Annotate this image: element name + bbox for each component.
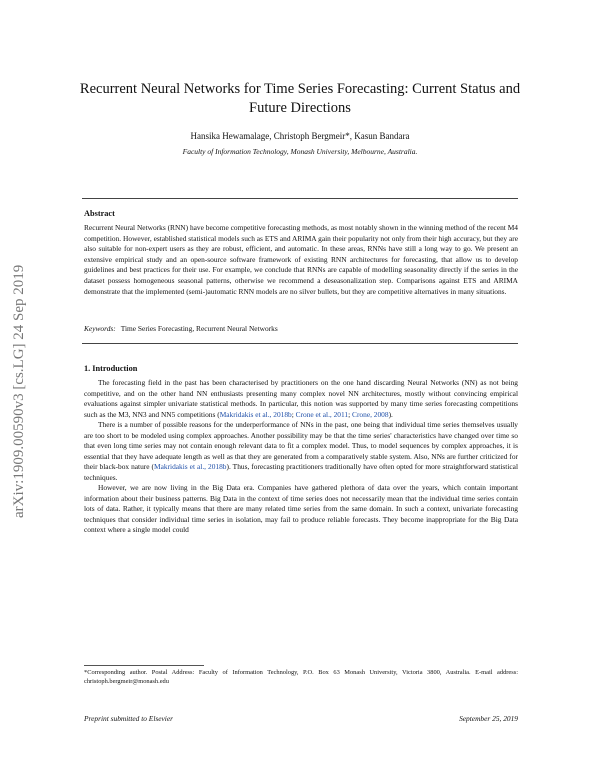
citation-link[interactable]: Makridakis et al., 2018b [219,409,292,419]
citation-link[interactable]: Makridakis et al., 2018b [154,462,227,471]
citation-link[interactable]: Crone et al., 2011 [295,409,349,419]
paragraph: However, we are now living in the Big Data era. Companies have gathered plethora of data over the years, which contain important information about their business patterns. Big Data in the context of time series does not necessarily mean that the individual time series contain lots of data. Rather, it typically means that there are many related time series from the same domain. In such a context, univariate forecasting techniques that consider individual time series in isolation, may fail to produce reliable forecasts. They become inappropriate for the Big Data context where a single model could [84,483,518,534]
paragraph-text: There is a number of possible reasons for the underperformance of NNs in the past, one being that individual time series themselves usually are too short to be modeled using complex approaches. Another possibility may be that the time series' characteristics have changed over time so that even long time series may not contain enough relevant data to fit a complex model. Thus, to model sequences by complex approaches, it is essential that they have adequate length as well as that they are generated from a comparatively stable system. Also, NNs are further criticized for their black-box nature ( [84,420,518,471]
affiliation: Faculty of Information Technology, Monash University, Melbourne, Australia. [182,147,418,156]
keywords [84,324,278,333]
abstract-heading: Abstract [84,209,115,218]
paper-title: Recurrent Neural Networks for Time Series Forecasting: Current Status and Future Directions [79,81,521,116]
body-text [84,378,518,536]
section-heading: 1. Introduction [84,364,138,373]
citation-separator: ; [348,409,353,419]
footnote: *Corresponding author. Postal Address: Faculty of Information Technology, P.O. Box 63 Monash University, Victoria 3800, Australia. E-mail address: christoph.bergmeir@monash.edu [84,669,518,686]
paragraph [84,420,518,483]
footer-right: September 25, 2019 [459,714,518,723]
paragraph-text: The forecasting field in the past has been characterised by practitioners on the one hand discarding Neural Networks (NN) as not being competitive, and on the other hand NN enthusiasts presenting many complex novel NN architectures, mostly without convincing empirical evaluations against simpler univariate statistical methods. In particular, this notion was supported by many time series forecasting competitions such as the M3, NN3 and NN5 competitions ( [84,378,518,419]
abstract-text: Recurrent Neural Networks (RNN) have become competitive forecasting methods, as most notably shown in the winning method of the recent M4 competition. However, established statistical models such as ETS and ARIMA gain their popularity not only from their high accuracy, but they are also suitable for non-expert users as they are robust, efficient, and automatic. In these areas, RNNs have still a long way to go. We present an extensive empirical study and an open-source software framework of existing RNN architectures for forecasting, that allow us to develop guidelines and best practices for their use. For example, we conclude that RNNs are capable of modelling seasonality directly if the series in the dataset possess homogeneous seasonal patterns, otherwise we recommend a deseasonalization step. Comparisons against ETS and ARIMA demonstrate that the implemented (semi-)automatic RNN models are no silver bullets, but they are competitive alternatives in many situations. [84,223,518,296]
keywords-text: Time Series Forecasting, Recurrent Neural Networks [120,324,278,333]
paragraph [84,378,518,420]
paragraph-text: ). Thus, forecasting practitioners traditionally have often opted for more straightforward statistical techniques. [84,462,518,482]
keywords-label: Keywords: [84,324,116,333]
abstract-top-rule [82,198,518,199]
footer-left: Preprint submitted to Elsevier [84,714,174,723]
arxiv-identifier: arXiv:1909.00590v3 [cs.LG] 24 Sep 2019 [11,264,27,518]
authors: Hansika Hewamalage, Christoph Bergmeir*, Kasun Bandara [190,131,410,141]
citation-link[interactable]: Crone, 2008 [352,409,389,419]
citation-separator: ; [291,409,296,419]
paragraph-text: ). [388,409,393,419]
abstract-bottom-rule [82,343,518,344]
footnote-rule [84,665,204,666]
